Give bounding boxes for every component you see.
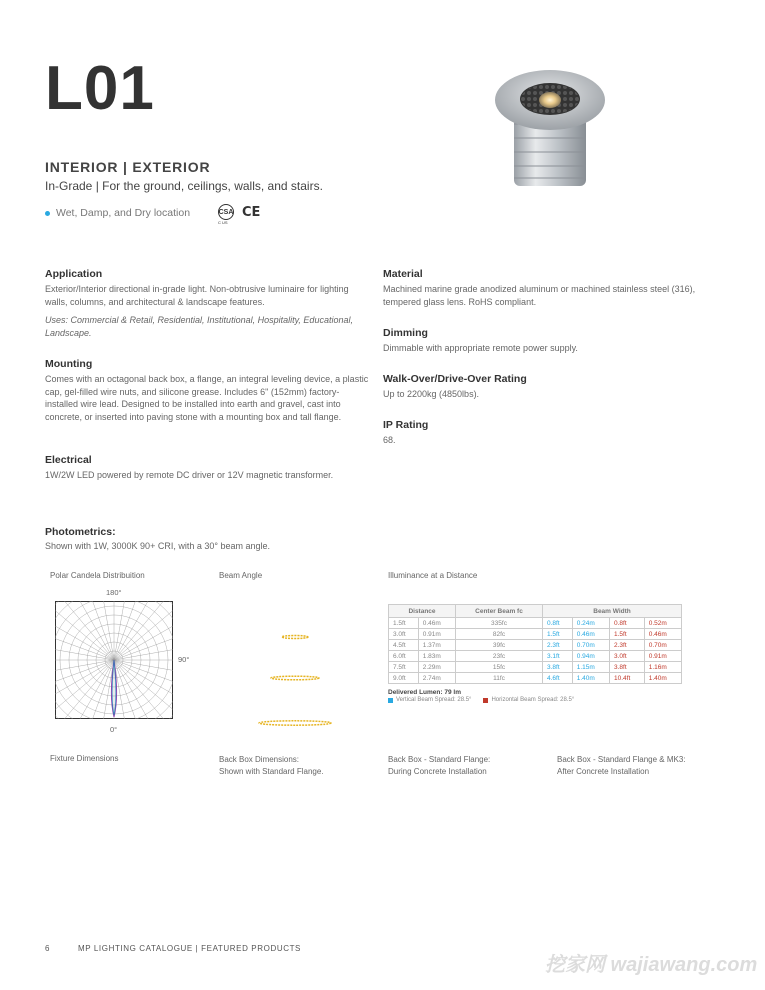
mounting-heading: Mounting (45, 358, 93, 370)
polar-bottom-label: 0° (110, 725, 118, 734)
certifications (218, 204, 261, 225)
table-cell-fc: 82fc (456, 629, 543, 640)
electrical-heading: Electrical (45, 454, 92, 466)
th-distance: Distance (389, 605, 456, 618)
table-cell-hm: 0.52m (644, 618, 681, 629)
polar-candela-chart (55, 601, 173, 719)
ip-heading: IP Rating (383, 419, 429, 431)
beam-angle-diagram (250, 630, 340, 730)
table-cell-vm: 1.15m (572, 662, 609, 673)
illuminance-table (388, 604, 682, 684)
csa-logo: CSA C US (218, 204, 234, 220)
table-cell-m: 0.91m (418, 629, 455, 640)
polar-top-label: 180° (106, 588, 122, 597)
footer-text: MP LIGHTING CATALOGUE | FEATURED PRODUCTS (78, 944, 301, 953)
fixture-dimensions-label: Fixture Dimensions (50, 754, 119, 763)
table-cell-vm: 1.40m (572, 673, 609, 684)
table-cell-fc: 11fc (456, 673, 543, 684)
table-cell-hm: 1.16m (644, 662, 681, 673)
table-cell-hft: 10.4ft (610, 673, 645, 684)
illum-label: Illuminance at a Distance (388, 571, 478, 580)
delivered-lumen: Delivered Lumen: 79 lm (388, 689, 461, 696)
photometrics-heading: Photometrics: (45, 526, 116, 538)
watermark: 挖家网 wajiawang.com (545, 954, 758, 976)
table-cell-vm: 0.24m (572, 618, 609, 629)
backbox-dimensions-label: Back Box Dimensions: Shown with Standard Flange. (219, 755, 324, 776)
table-cell-vft: 2.3ft (543, 640, 573, 651)
legend (388, 697, 682, 703)
table-row (389, 651, 682, 662)
application-section (45, 268, 370, 339)
application-heading: Application (45, 268, 103, 280)
table-cell-vft: 0.8ft (543, 618, 573, 629)
illuminance-table-wrap (388, 604, 682, 703)
th-beam-width: Beam Width (543, 605, 682, 618)
walkover-heading: Walk-Over/Drive-Over Rating (383, 373, 527, 385)
dimming-section (383, 327, 723, 355)
table-row (389, 673, 682, 684)
table-cell-vft: 4.6ft (543, 673, 573, 684)
table-cell-vm: 0.94m (572, 651, 609, 662)
horizontal-swatch-icon (483, 698, 488, 703)
table-cell-hft: 0.8ft (610, 618, 645, 629)
table-cell-hm: 0.46m (644, 629, 681, 640)
table-cell-fc: 335fc (456, 618, 543, 629)
photometrics-section (45, 526, 270, 553)
application-text: Exterior/Interior directional in-grade light. Non-obtrusive luminaire for lighting walls, columns, and architectural & landscape features. (45, 284, 349, 307)
table-cell-ft: 4.5ft (389, 640, 419, 651)
beam-label: Beam Angle (219, 571, 263, 580)
ip-text: 68. (383, 435, 396, 445)
ip-section (383, 419, 723, 447)
polar-label: Polar Candela Distribuition (50, 571, 145, 580)
table-cell-ft: 6.0ft (389, 651, 419, 662)
table-row (389, 618, 682, 629)
table-cell-hft: 3.0ft (610, 651, 645, 662)
table-cell-ft: 9.0ft (389, 673, 419, 684)
table-cell-fc: 15fc (456, 662, 543, 673)
dimming-text: Dimmable with appropriate remote power supply. (383, 343, 578, 353)
table-cell-hft: 3.8ft (610, 662, 645, 673)
product-subtitle: In-Grade | For the ground, ceilings, walls, and stairs. (45, 179, 323, 193)
vertical-spread: Vertical Beam Spread: 28.5° (396, 697, 472, 703)
table-cell-m: 1.37m (418, 640, 455, 651)
walkover-text: Up to 2200kg (4850lbs). (383, 389, 480, 399)
table-cell-vm: 0.70m (572, 640, 609, 651)
material-text: Machined marine grade anodized aluminum or machined stainless steel (316), tempered glass lens. RoHS compliant. (383, 284, 696, 307)
horizontal-spread: Horizontal Beam Spread: 28.5° (491, 697, 575, 703)
std-flange-label: Back Box - Standard Flange: During Concrete Installation (388, 755, 491, 776)
mk3-flange-label: Back Box - Standard Flange & MK3: After Concrete Installation (557, 755, 686, 776)
table-cell-hft: 1.5ft (610, 629, 645, 640)
mounting-section (45, 358, 370, 423)
table-cell-vft: 3.8ft (543, 662, 573, 673)
table-cell-hft: 2.3ft (610, 640, 645, 651)
table-row (389, 629, 682, 640)
table-cell-ft: 1.5ft (389, 618, 419, 629)
table-cell-fc: 23fc (456, 651, 543, 662)
table-cell-hm: 0.70m (644, 640, 681, 651)
table-cell-vm: 0.46m (572, 629, 609, 640)
application-uses: Uses: Commercial & Retail, Residential, Institutional, Hospitality, Educational, Landscape. (45, 315, 353, 338)
table-cell-ft: 3.0ft (389, 629, 419, 640)
electrical-text: 1W/2W LED powered by remote DC driver or 12V magnetic transformer. (45, 470, 334, 480)
vertical-swatch-icon (388, 698, 393, 703)
table-cell-vft: 3.1ft (543, 651, 573, 662)
table-row (389, 640, 682, 651)
table-cell-ft: 7.5ft (389, 662, 419, 673)
location-text: Wet, Damp, and Dry location (56, 207, 191, 219)
photometrics-subtitle: Shown with 1W, 3000K 90+ CRI, with a 30° beam angle. (45, 541, 270, 551)
mounting-text: Comes with an octagonal back box, a flange, an integral leveling device, a plastic cap, gel-filled wire nuts, and silicone grease. Includes 6" (152mm) factory-installed wire lead. Designed to be installed into earth and gravel, cast into concrete, or inserted into paving stone with a mounting box and tall flange. (45, 374, 369, 422)
dimming-heading: Dimming (383, 327, 428, 339)
table-row (389, 662, 682, 673)
polar-right-label: 90° (178, 655, 190, 664)
table-cell-m: 1.83m (418, 651, 455, 662)
product-model-title: L01 (45, 54, 155, 123)
bullet-icon (45, 211, 50, 216)
material-section (383, 268, 723, 308)
page-number: 6 (45, 944, 51, 953)
electrical-section (45, 454, 370, 482)
table-cell-fc: 39fc (456, 640, 543, 651)
product-image (490, 66, 610, 196)
location-rating (45, 207, 190, 219)
table-cell-m: 0.46m (418, 618, 455, 629)
table-cell-m: 2.74m (418, 673, 455, 684)
table-cell-hm: 0.91m (644, 651, 681, 662)
product-category: INTERIOR | EXTERIOR (45, 159, 211, 175)
material-heading: Material (383, 268, 423, 280)
table-cell-vft: 1.5ft (543, 629, 573, 640)
table-cell-hm: 1.40m (644, 673, 681, 684)
th-center-beam: Center Beam fc (456, 605, 543, 618)
ce-logo: CE (242, 204, 261, 220)
walkover-section (383, 373, 723, 401)
table-cell-m: 2.29m (418, 662, 455, 673)
